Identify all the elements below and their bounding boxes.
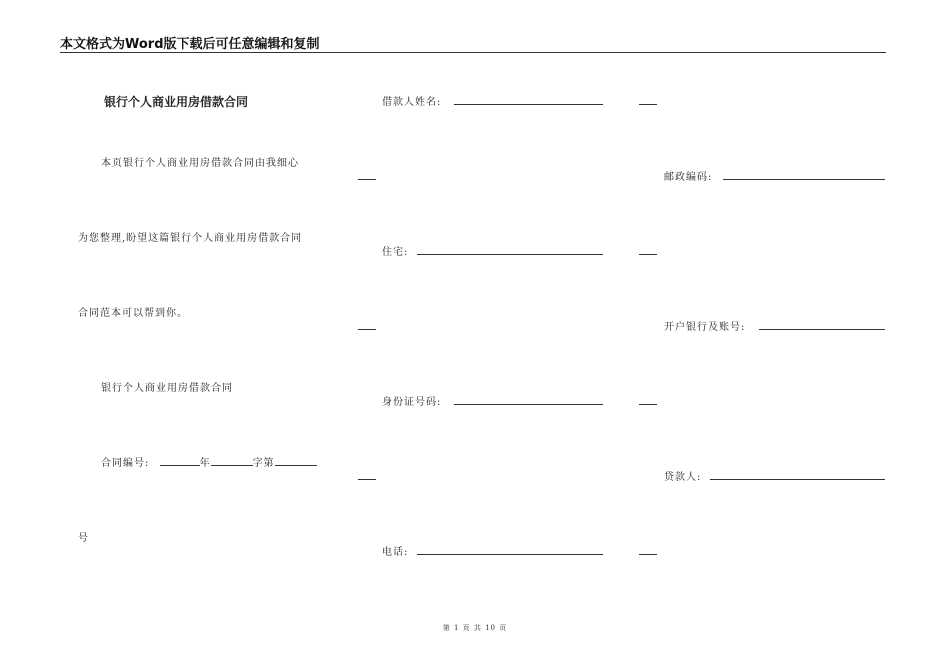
residence-field	[417, 254, 603, 255]
mid-dash-2	[639, 254, 657, 255]
document-title: 银行个人商业用房借款合同	[104, 95, 249, 109]
borrower-name-label: 借款人姓名:	[382, 97, 442, 108]
contract-year-blank	[160, 456, 200, 466]
mid-dash-1	[639, 104, 657, 105]
phone-field	[417, 554, 603, 555]
contract-number-label: 合同编号:	[101, 458, 150, 469]
borrower-name-field	[454, 104, 603, 105]
header-rule	[60, 52, 886, 53]
left-dash-1	[358, 179, 376, 180]
contract-serial-blank	[275, 456, 317, 466]
page-footer: 第 1 页 共 10 页	[442, 624, 508, 632]
mid-dash-3	[639, 404, 657, 405]
id-number-field	[454, 404, 603, 405]
bank-account-label: 开户银行及账号:	[664, 322, 746, 333]
intro-line-2: 为您整理,盼望这篇银行个人商业用房借款合同	[78, 233, 303, 244]
id-number-label: 身份证号码:	[382, 397, 442, 408]
intro-line-1: 本页银行个人商业用房借款合同由我细心	[101, 158, 299, 169]
contract-subtitle: 银行个人商业用房借款合同	[101, 383, 233, 394]
residence-label: 住宅:	[382, 247, 409, 258]
postal-code-field	[723, 179, 885, 180]
mid-dash-4	[639, 554, 657, 555]
left-dash-3	[358, 479, 376, 480]
hao-char: 号	[78, 533, 89, 544]
bank-account-field	[759, 329, 885, 330]
intro-line-3: 合同范本可以帮到你。	[78, 308, 188, 319]
zi-di-chars: 字第	[252, 458, 275, 469]
contract-number-row	[101, 454, 317, 469]
contract-prefix-blank	[211, 456, 253, 466]
document-header: 本文格式为Word版下载后可任意编辑和复制	[60, 37, 320, 52]
lender-field	[710, 479, 885, 480]
phone-label: 电话:	[382, 547, 409, 558]
year-char: 年	[199, 458, 211, 469]
postal-code-label: 邮政编码:	[664, 172, 713, 183]
left-dash-2	[358, 329, 376, 330]
lender-label: 贷款人:	[664, 472, 702, 483]
